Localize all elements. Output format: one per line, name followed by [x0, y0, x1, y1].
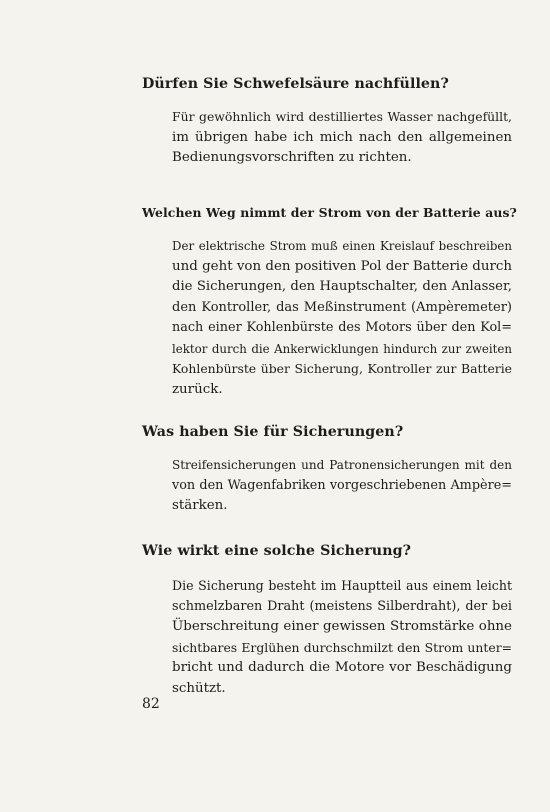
answer-line: von den Wagenfabriken vorgeschriebenen Ampère= — [172, 477, 512, 493]
question-heading: Dürfen Sie Schwefelsäure nachfüllen? — [142, 76, 449, 92]
answer-line: nach einer Kohlenbürste des Motors über den Kol= — [172, 320, 512, 335]
answer-paragraph — [172, 107, 512, 169]
answer-line: stärken. — [172, 498, 228, 513]
page-number: 82 — [142, 696, 160, 712]
answer-paragraph — [172, 576, 512, 699]
answer-line: lektor durch die Ankerwicklungen hindurch zur zweiten — [172, 341, 512, 356]
answer-line: Der elektrische Strom muß einen Kreislauf beschreiben — [172, 239, 512, 253]
answer-line: schützt. — [172, 680, 226, 696]
answer-line: den Kontroller, das Meßinstrument (Ampèremeter) — [172, 299, 512, 315]
question-heading: Welchen Weg nimmt der Strom von der Batterie aus? — [142, 205, 517, 220]
answer-line: Für gewöhnlich wird destilliertes Wasser nachgefüllt, — [172, 109, 512, 124]
answer-line: Überschreitung einer gewissen Stromstärke ohne — [172, 619, 512, 634]
question-heading: Wie wirkt eine solche Sicherung? — [142, 543, 412, 559]
answer-paragraph — [172, 236, 512, 400]
answer-line: die Sicherungen, den Hauptschalter, den Anlasser, — [172, 279, 512, 294]
answer-line: Streifensicherungen und Patronensicherungen mit den — [172, 458, 512, 472]
question-heading: Was haben Sie für Sicherungen? — [142, 424, 404, 440]
answer-paragraph — [172, 455, 512, 517]
answer-line: bricht und dadurch die Motore vor Beschädigung — [172, 660, 512, 675]
answer-line: im übrigen habe ich mich nach den allgemeinen — [172, 129, 512, 145]
answer-line: sichtbares Erglühen durchschmilzt den Strom unter= — [172, 639, 512, 655]
answer-line: schmelzbaren Draht (meistens Silberdraht), der bei — [172, 598, 512, 614]
answer-line: Kohlenbürste über Sicherung, Kontroller zur Batterie — [172, 361, 512, 376]
answer-line: Die Sicherung besteht im Hauptteil aus einem leicht — [172, 578, 512, 593]
answer-line: zurück. — [172, 381, 223, 397]
answer-line: und geht von den positiven Pol der Batterie durch — [172, 258, 512, 274]
answer-line: Bedienungsvorschriften zu richten. — [172, 150, 412, 165]
